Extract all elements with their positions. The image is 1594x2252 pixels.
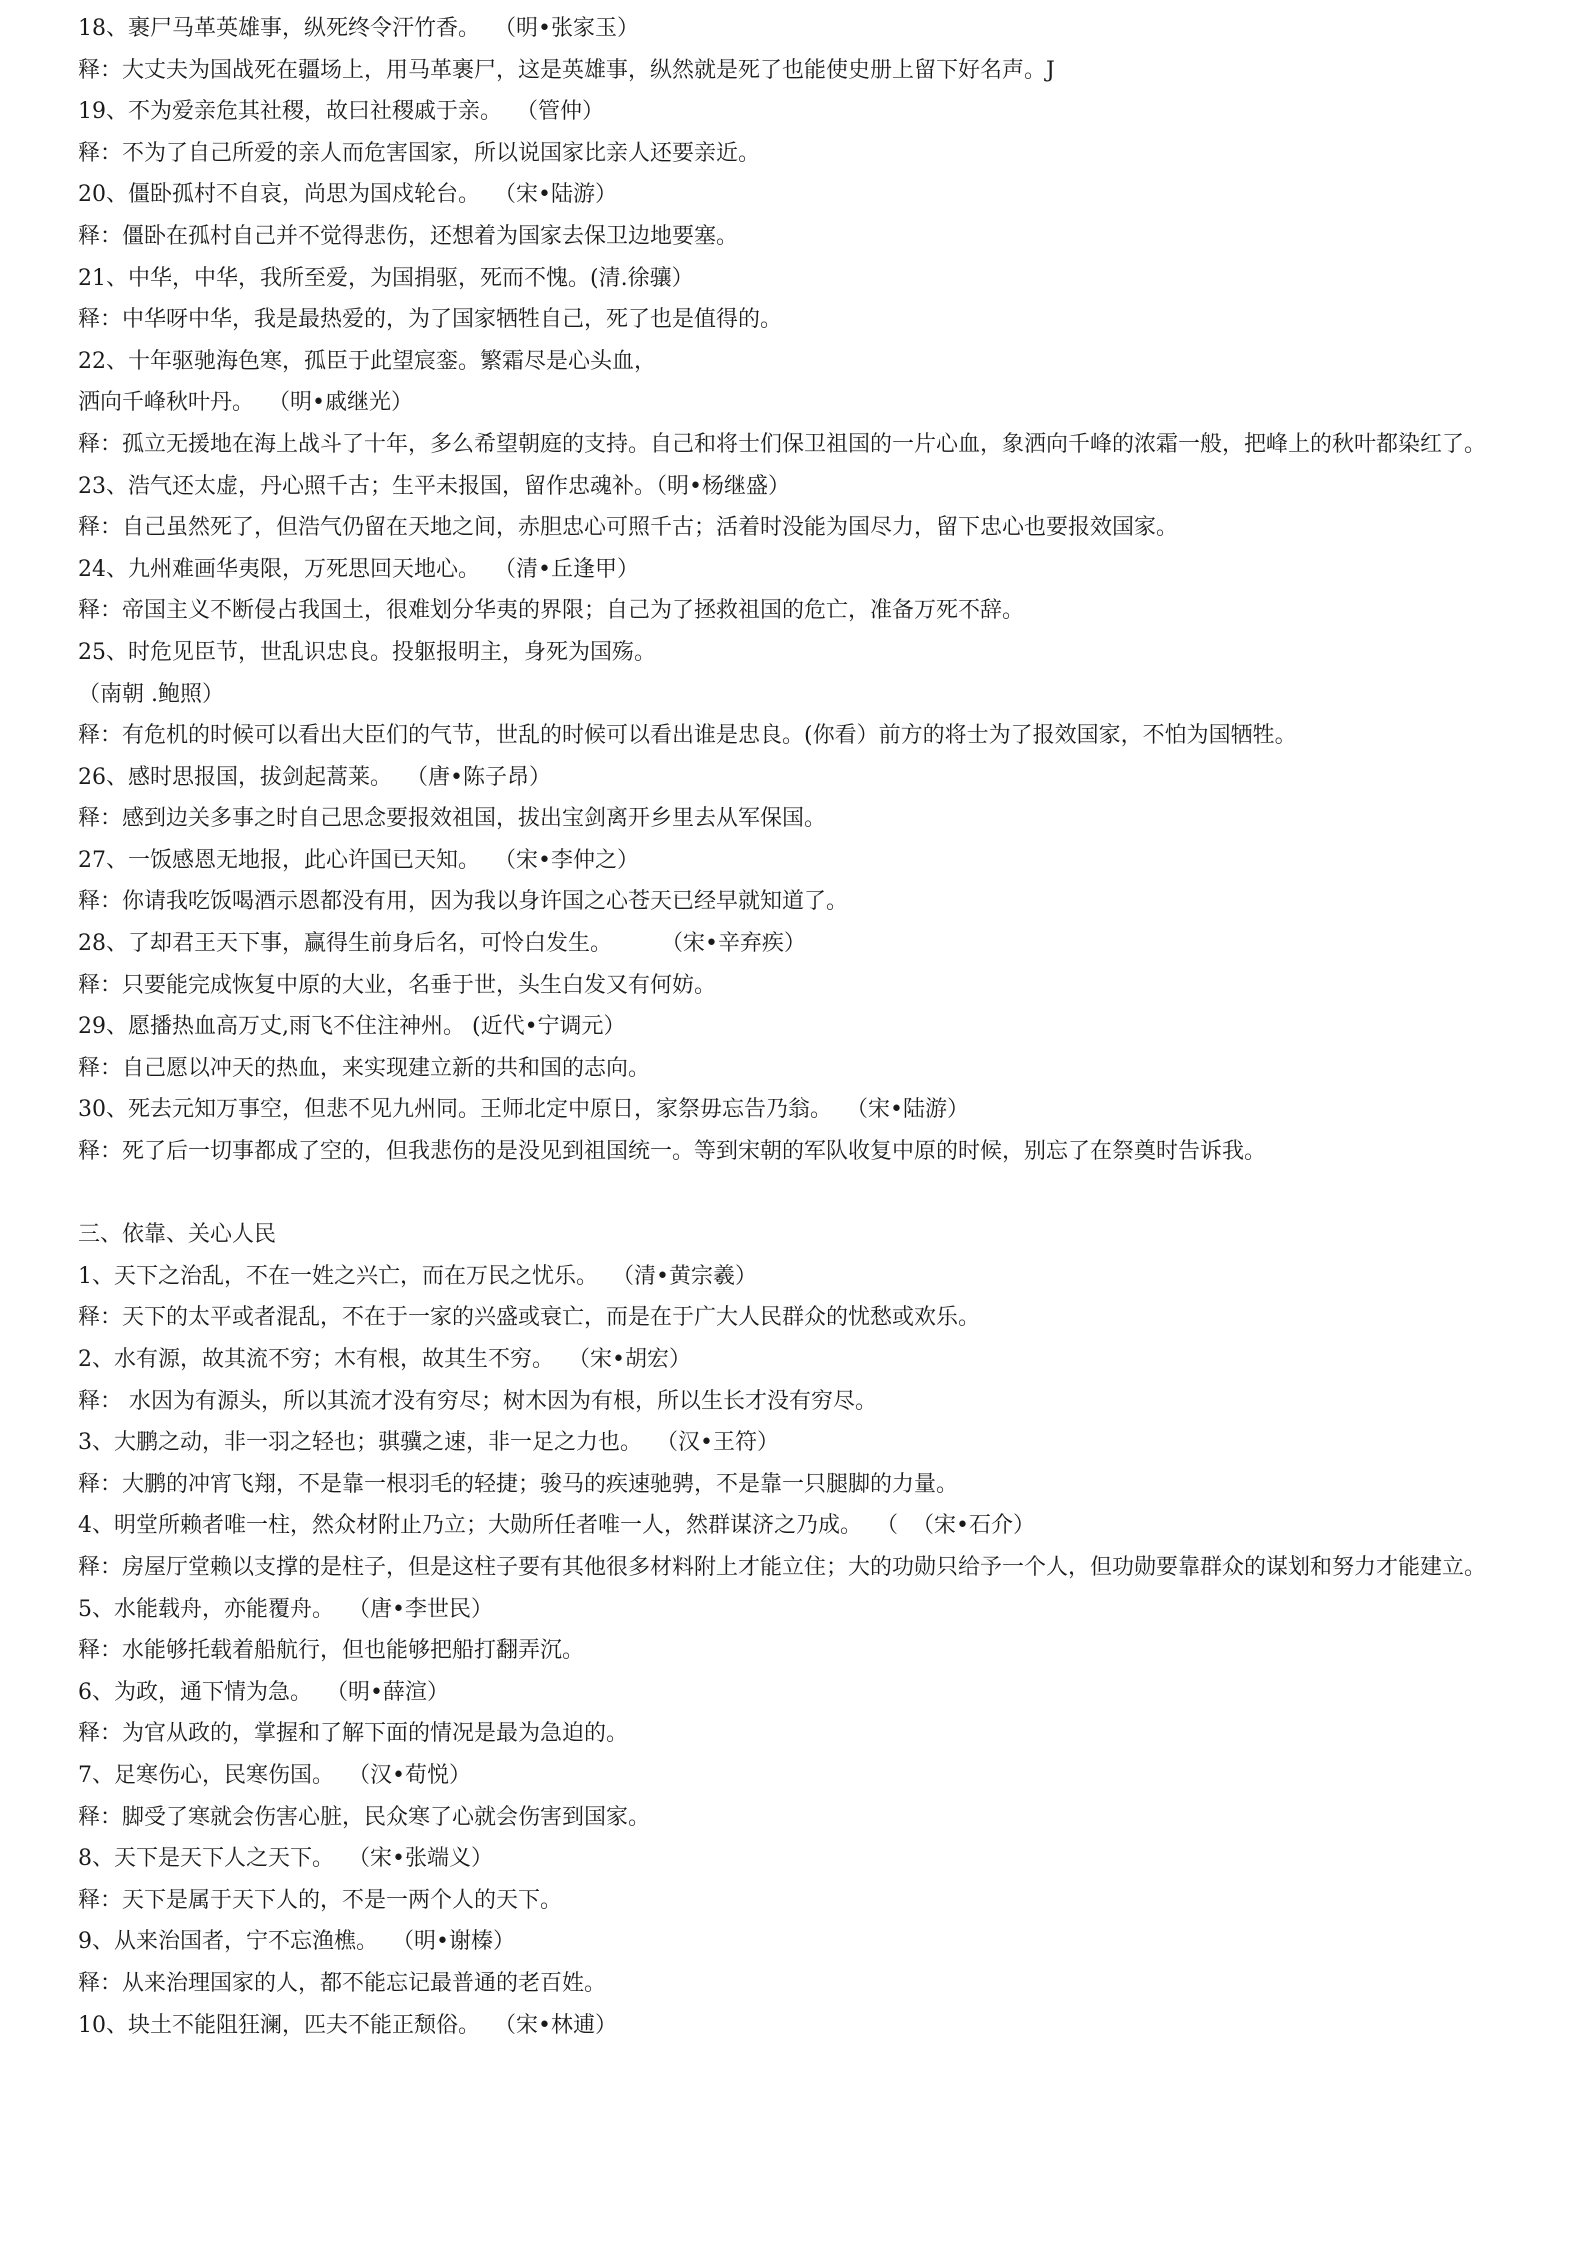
- text-line: 释：死了后一切事都成了空的，但我悲伤的是没见到祖国统一。等到宋朝的军队收复中原的时候，别忘了在祭奠时告诉我。: [78, 1139, 1267, 1165]
- text-line: 30、死去元知万事空，但悲不见九州同。王师北定中原日，家祭毋忘告乃翁。 （宋•陆游）: [78, 1097, 969, 1123]
- text-line: 19、不为爱亲危其社稷，故曰社稷戚于亲。 （管仲）: [78, 99, 604, 125]
- text-line: 21、中华，中华，我所至爱，为国捐驱，死而不愧。(清.徐骧）: [78, 265, 694, 291]
- text-line: 28、了却君王天下事，赢得生前身后名，可怜白发生。 （宋•辛弃疾）: [78, 931, 806, 957]
- text-line: 释：帝国主义不断侵占我国土，很难划分华夷的界限；自己为了拯救祖国的危亡，准备万死不辞。: [78, 598, 1025, 624]
- text-line: 释：自己愿以冲天的热血，来实现建立新的共和国的志向。: [78, 1055, 651, 1081]
- blank-line: [78, 1173, 1518, 1215]
- text-line: 7、足寒伤心，民寒伤国。 （汉•荀悦）: [78, 1762, 471, 1788]
- text-line: 27、一饭感恩无地报，此心许国已天知。 （宋•李仲之）: [78, 847, 639, 873]
- text-line: 25、时危见臣节，世乱识忠良。投躯报明主，身死为国殇。: [78, 639, 656, 665]
- text-line: 18、裹尸马革英雄事，纵死终令汗竹香。 （明•张家玉）: [78, 16, 639, 41]
- text-line: 释：不为了自己所爱的亲人而危害国家，所以说国家比亲人还要亲近。: [78, 140, 761, 166]
- text-line: 23、浩气还太虚，丹心照千古；生平未报国，留作忠魂补。（明•杨继盛）: [78, 473, 790, 499]
- text-line: 释：天下是属于天下人的，不是一两个人的天下。: [78, 1887, 563, 1913]
- text-line: 26、感时思报国，拔剑起蒿莱。 （唐•陈子昂）: [78, 764, 551, 790]
- text-line: 释：僵卧在孤村自己并不觉得悲伤，还想着为国家去保卫边地要塞。: [78, 223, 739, 249]
- text-line: 释：有危机的时候可以看出大臣们的气节，世乱的时候可以看出谁是忠良。(你看）前方的将士为了报效国家，不怕为国牺牲。: [78, 723, 1297, 749]
- text-line: 释：只要能完成恢复中原的大业，名垂于世，头生白发又有何妨。: [78, 972, 717, 998]
- text-line: 29、愿播热血高万丈,雨飞不住注神州。 (近代•宁调元）: [78, 1014, 626, 1040]
- text-line: 5、水能载舟，亦能覆舟。 （唐•李世民）: [78, 1596, 493, 1622]
- document-page: [78, 8, 1518, 2046]
- text-line: 释：为官从政的，掌握和了解下面的情况是最为急迫的。: [78, 1721, 629, 1747]
- text-line: 9、从来治国者，宁不忘渔樵。 （明•谢榛）: [78, 1929, 515, 1955]
- text-line: 24、九州难画华夷限，万死思回天地心。 （清•丘逢甲）: [78, 556, 639, 582]
- text-line: 1、天下之治乱，不在一姓之兴亡，而在万民之忧乐。 （清•黄宗羲）: [78, 1263, 757, 1289]
- text-line: 释：房屋厅堂赖以支撑的是柱子，但是这柱子要有其他很多材料附上才能立住；大的功勋只给予一个人，但功勋要靠群众的谋划和努力才能建立。: [78, 1554, 1487, 1580]
- text-line: 22、十年驱驰海色寒，孤臣于此望宸銮。繁霜尽是心头血，: [78, 348, 656, 374]
- text-line: 释：大鹏的冲宵飞翔，不是靠一根羽毛的轻捷；骏马的疾速驰骋，不是靠一只腿脚的力量。: [78, 1471, 959, 1497]
- text-line: 3、大鹏之动，非一羽之轻也；骐骥之速，非一足之力也。 （汉•王符）: [78, 1430, 779, 1456]
- text-line: 释：中华呀中华，我是最热爱的，为了国家牺牲自己，死了也是值得的。: [78, 307, 783, 333]
- text-line: 释：自己虽然死了，但浩气仍留在天地之间，赤胆忠心可照千古；活着时没能为国尽力，留下忠心也要报效国家。: [78, 515, 1179, 541]
- text-line: 释：从来治理国家的人，都不能忘记最普通的老百姓。: [78, 1970, 607, 1996]
- text-line: 10、块土不能阻狂澜，匹夫不能正颓俗。 （宋•林逋）: [78, 2012, 617, 2038]
- text-line: 释： 水因为有源头，所以其流才没有穷尽；树木因为有根，所以生长才没有穷尽。: [78, 1388, 877, 1414]
- text-line: （南朝 .鲍照）: [78, 681, 224, 707]
- text-line: 洒向千峰秋叶丹。 （明•戚继光）: [78, 390, 413, 416]
- text-line: 释：天下的太平或者混乱，不在于一家的兴盛或衰亡，而是在于广大人民群众的忧愁或欢乐。: [78, 1305, 981, 1331]
- text-line: 释：你请我吃饭喝酒示恩都没有用，因为我以身许国之心苍天已经早就知道了。: [78, 889, 849, 915]
- text-line: 2、水有源，故其流不穷；木有根，故其生不穷。 （宋•胡宏）: [78, 1347, 691, 1372]
- text-line: 释：脚受了寒就会伤害心脏，民众寒了心就会伤害到国家。: [78, 1804, 651, 1830]
- text-line: 20、僵卧孤村不自哀，尚思为国戍轮台。 （宋•陆游）: [78, 182, 617, 208]
- text-line: 三、依靠、关心人民: [78, 1222, 277, 1248]
- text-line: 释：孤立无援地在海上战斗了十年，多么希望朝庭的支持。自己和将士们保卫祖国的一片心血，象洒向千峰的浓霜一般，把峰上的秋叶都染红了。: [78, 431, 1487, 457]
- text-line: 6、为政，通下情为急。 （明•薛渲）: [78, 1679, 449, 1705]
- text-line: 释：大丈夫为国战死在疆场上，用马革裹尸，这是英雄事，纵然就是死了也能使史册上留下好名声。J: [78, 57, 1055, 83]
- text-line: 8、天下是天下人之天下。 （宋•张端义）: [78, 1846, 493, 1872]
- text-line: 4、明堂所赖者唯一柱，然众材附止乃立；大勋所任者唯一人，然群谋济之乃成。 （ （宋•石介）: [78, 1513, 1035, 1539]
- text-line: 释：水能够托载着船航行，但也能够把船打翻弄沉。: [78, 1638, 585, 1664]
- text-line: 释：感到边关多事之时自己思念要报效祖国，拔出宝剑离开乡里去从军保国。: [78, 806, 827, 832]
